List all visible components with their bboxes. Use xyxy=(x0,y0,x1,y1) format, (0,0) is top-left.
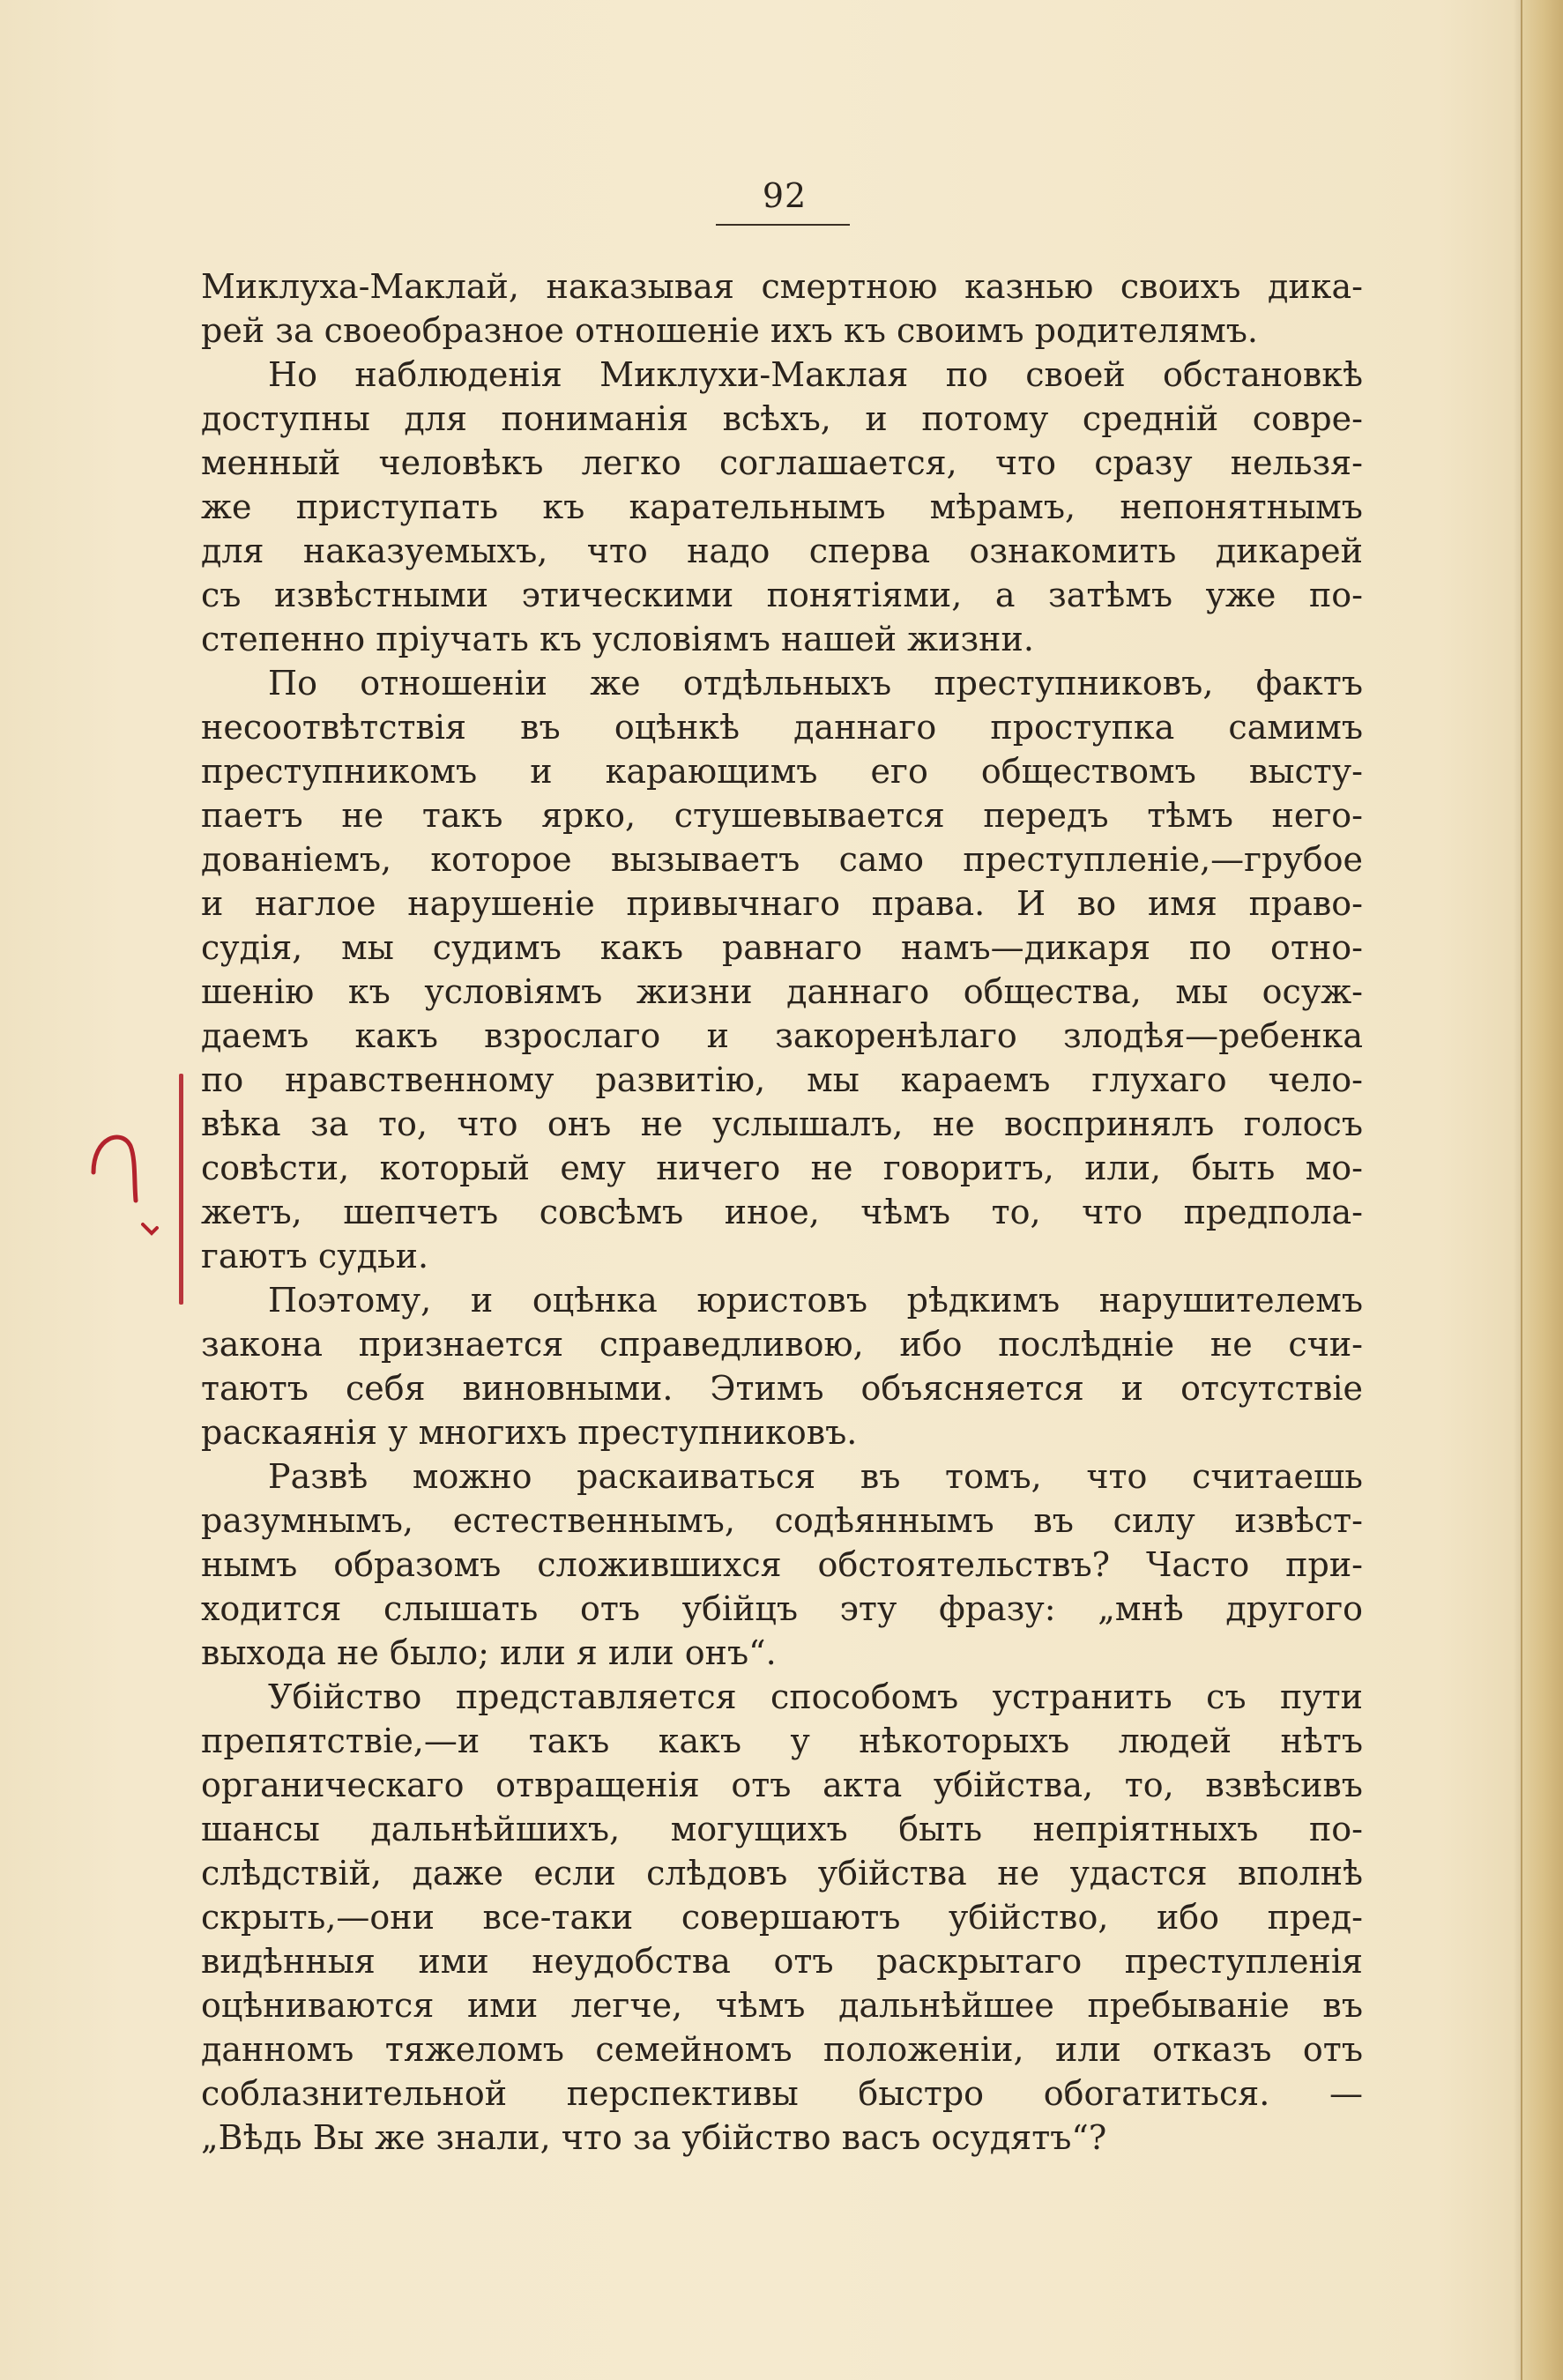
margin-tick-icon xyxy=(141,1221,160,1238)
text-line: совѣсти, который ему ничего не говоритъ, или, быть мо- xyxy=(201,1149,1363,1187)
text-line: слѣдствій, даже если слѣдовъ убійства не удастся вполнѣ xyxy=(201,1854,1363,1893)
handwritten-hook-icon xyxy=(86,1119,148,1208)
text-line: же приступать къ карательнымъ мѣрамъ, непонятнымъ xyxy=(201,487,1363,526)
text-line: гаютъ судьи. xyxy=(201,1237,429,1276)
text-line: Миклуха-Маклай, наказывая смертною казнью своихъ дика- xyxy=(201,267,1363,306)
text-line: разумнымъ, естественнымъ, содѣяннымъ въ силу извѣст- xyxy=(201,1501,1363,1540)
text-line: судія, мы судимъ какъ равнаго намъ—дикаря по отно- xyxy=(201,928,1363,967)
text-line: шенію къ условіямъ жизни даннаго общества, мы осуж- xyxy=(201,972,1363,1011)
text-line: рей за своеобразное отношеніе ихъ къ своимъ родителямъ. xyxy=(201,311,1259,350)
text-line: оцѣниваются ими легче, чѣмъ дальнѣйшее пребываніе въ xyxy=(201,1986,1363,2025)
text-line: таютъ себя виновными. Этимъ объясняется и отсутствіе xyxy=(201,1369,1363,1408)
text-line: видѣнныя ими неудобства отъ раскрытаго преступленія xyxy=(201,1942,1363,1981)
margin-line-icon xyxy=(179,1074,183,1305)
text-line: закона признается справедливою, ибо послѣдніе не счи- xyxy=(201,1325,1363,1364)
text-line: „Вѣдь Вы же знали, что за убійство васъ осудятъ“? xyxy=(201,2118,1107,2157)
text-line: скрыть,—они все-таки совершаютъ убійство, ибо пред- xyxy=(201,1898,1363,1937)
page-number: 92 xyxy=(762,176,808,215)
text-line: вѣка за то, что онъ не услышалъ, не воспринялъ голосъ xyxy=(201,1104,1363,1143)
text-line: доступны для пониманія всѣхъ, и потому средній совре- xyxy=(201,399,1363,438)
text-line: раскаянія у многихъ преступниковъ. xyxy=(201,1413,858,1452)
text-line: шансы дальнѣйшихъ, могущихъ быть непріятныхъ по- xyxy=(201,1810,1363,1848)
text-line: ходится слышать отъ убійцъ эту фразу: „мнѣ другого xyxy=(201,1589,1363,1628)
text-line: нымъ образомъ сложившихся обстоятельствъ? Часто при- xyxy=(201,1545,1363,1584)
page-right-edge xyxy=(1521,0,1563,2380)
text-line: для наказуемыхъ, что надо сперва ознакомить дикарей xyxy=(201,532,1363,570)
text-line: жетъ, шепчетъ совсѣмъ иное, чѣмъ то, что предпола- xyxy=(201,1193,1363,1231)
text-line: Убійство представляется способомъ устранить съ пути xyxy=(268,1677,1363,1716)
text-line: Но наблюденія Миклухи-Маклая по своей обстановкѣ xyxy=(268,355,1363,394)
text-line: По отношеніи же отдѣльныхъ преступниковъ, фактъ xyxy=(268,664,1363,703)
text-line: степенно пріучать къ условіямъ нашей жизни. xyxy=(201,620,1034,658)
text-line: и наглое нарушеніе привычнаго права. И во имя право- xyxy=(201,884,1363,923)
text-line: дованіемъ, которое вызываетъ само преступленіе,—грубое xyxy=(201,840,1363,879)
text-line: паетъ не такъ ярко, стушевывается передъ тѣмъ него- xyxy=(201,796,1363,835)
text-line: несоотвѣтствія въ оцѣнкѣ даннаго проступка самимъ xyxy=(201,708,1363,747)
page-number-rule xyxy=(716,224,850,226)
text-line: органическаго отвращенія отъ акта убійства, то, взвѣсивъ xyxy=(201,1766,1363,1804)
text-line: преступникомъ и карающимъ его обществомъ высту- xyxy=(201,752,1363,791)
text-line: даемъ какъ взрослаго и закоренѣлаго злодѣя—ребенка xyxy=(201,1016,1363,1055)
text-line: данномъ тяжеломъ семейномъ положеніи, или отказъ отъ xyxy=(201,2030,1363,2069)
text-line: съ извѣстными этическими понятіями, а затѣмъ уже по- xyxy=(201,576,1363,614)
text-line: выхода не было; или я или онъ“. xyxy=(201,1633,777,1672)
text-line: Развѣ можно раскаиваться въ томъ, что считаешь xyxy=(268,1457,1363,1496)
text-line: препятствіе,—и такъ какъ у нѣкоторыхъ людей нѣтъ xyxy=(201,1722,1363,1760)
text-line: менный человѣкъ легко соглашается, что сразу нельзя- xyxy=(201,443,1363,482)
text-line: соблазнительной перспективы быстро обогатиться. — xyxy=(201,2074,1363,2113)
text-line: Поэтому, и оцѣнка юристовъ рѣдкимъ нарушителемъ xyxy=(268,1281,1363,1320)
text-line: по нравственному развитію, мы караемъ глухаго чело- xyxy=(201,1060,1363,1099)
page-body-text xyxy=(201,264,1363,2160)
